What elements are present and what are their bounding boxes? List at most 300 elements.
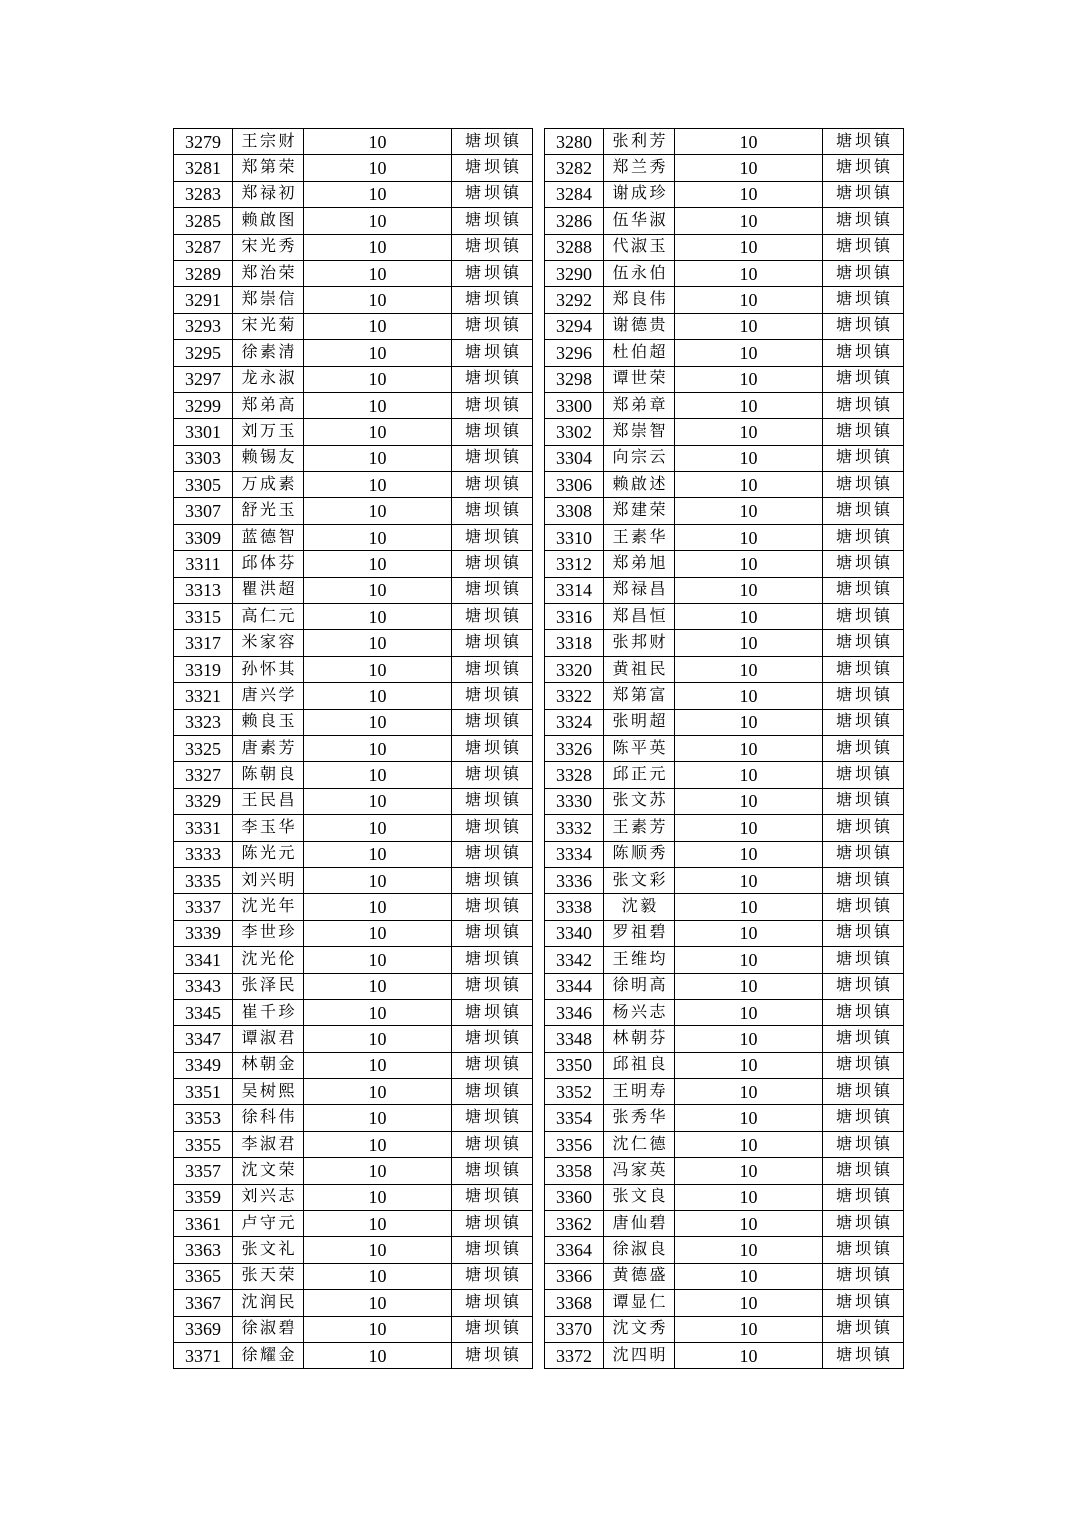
value-cell: 10 [675,1131,823,1157]
table-row [174,392,533,418]
town-cell: 塘坝镇 [452,1211,533,1237]
town-cell: 塘坝镇 [452,1237,533,1263]
town-cell: 塘坝镇 [452,181,533,207]
table-row [545,604,904,630]
table-row [545,656,904,682]
name-cell: 赖啟述 [604,472,675,498]
value-cell: 10 [675,472,823,498]
table-row [545,181,904,207]
name-cell: 刘万玉 [233,419,304,445]
row-id-cell: 3298 [545,366,604,392]
name-cell: 徐明高 [604,973,675,999]
name-cell: 郑崇信 [233,287,304,313]
value-cell: 10 [304,1105,452,1131]
name-cell: 陈平英 [604,735,675,761]
value-cell: 10 [304,973,452,999]
table-row [545,1290,904,1316]
row-id-cell: 3349 [174,1052,233,1078]
table-row [174,604,533,630]
value-cell: 10 [675,656,823,682]
town-cell: 塘坝镇 [823,1290,904,1316]
name-cell: 罗祖碧 [604,920,675,946]
value-cell: 10 [675,762,823,788]
table-row [545,947,904,973]
value-cell: 10 [304,1184,452,1210]
town-cell: 塘坝镇 [452,1026,533,1052]
row-id-cell: 3346 [545,999,604,1025]
row-id-cell: 3338 [545,894,604,920]
row-id-cell: 3304 [545,445,604,471]
table-row [174,1052,533,1078]
value-cell: 10 [304,815,452,841]
row-id-cell: 3300 [545,392,604,418]
table-row [174,1342,533,1368]
town-cell: 塘坝镇 [452,947,533,973]
value-cell: 10 [675,577,823,603]
name-cell: 李玉华 [233,815,304,841]
row-id-cell: 3284 [545,181,604,207]
value-cell: 10 [304,867,452,893]
row-id-cell: 3339 [174,920,233,946]
town-cell: 塘坝镇 [452,1342,533,1368]
name-cell: 徐素清 [233,340,304,366]
name-cell: 徐科伟 [233,1105,304,1131]
name-cell: 舒光玉 [233,498,304,524]
town-cell: 塘坝镇 [452,366,533,392]
value-cell: 10 [304,551,452,577]
name-cell: 伍华淑 [604,208,675,234]
table-row [545,1316,904,1342]
row-id-cell: 3332 [545,815,604,841]
town-cell: 塘坝镇 [823,234,904,260]
value-cell: 10 [304,472,452,498]
table-row [174,1316,533,1342]
row-id-cell: 3369 [174,1316,233,1342]
name-cell: 张利芳 [604,129,675,155]
name-cell: 刘兴志 [233,1184,304,1210]
name-cell: 郑弟高 [233,392,304,418]
roster-tables [173,128,904,1369]
table-row [174,155,533,181]
name-cell: 王素华 [604,524,675,550]
name-cell: 谭世荣 [604,366,675,392]
table-row [174,1079,533,1105]
name-cell: 张文彩 [604,867,675,893]
table-row [174,1105,533,1131]
value-cell: 10 [304,604,452,630]
row-id-cell: 3322 [545,683,604,709]
table-row [545,788,904,814]
value-cell: 10 [304,313,452,339]
value-cell: 10 [675,287,823,313]
row-id-cell: 3351 [174,1079,233,1105]
town-cell: 塘坝镇 [452,498,533,524]
table-row [174,445,533,471]
name-cell: 王宗财 [233,129,304,155]
town-cell: 塘坝镇 [823,208,904,234]
table-row [545,841,904,867]
table-row [174,129,533,155]
row-id-cell: 3296 [545,340,604,366]
table-row [174,630,533,656]
name-cell: 郑兰秀 [604,155,675,181]
name-cell: 陈光元 [233,841,304,867]
table-row [545,1131,904,1157]
value-cell: 10 [675,1342,823,1368]
value-cell: 10 [675,1237,823,1263]
value-cell: 10 [675,181,823,207]
name-cell: 崔千珍 [233,999,304,1025]
name-cell: 米家容 [233,630,304,656]
table-row [545,155,904,181]
table-row [174,498,533,524]
row-id-cell: 3280 [545,129,604,155]
name-cell: 张文礼 [233,1237,304,1263]
table-row [174,260,533,286]
value-cell: 10 [304,287,452,313]
name-cell: 邱体芬 [233,551,304,577]
table-row [174,366,533,392]
name-cell: 郑第荣 [233,155,304,181]
row-id-cell: 3335 [174,867,233,893]
value-cell: 10 [304,1211,452,1237]
value-cell: 10 [675,551,823,577]
name-cell: 沈四明 [604,1342,675,1368]
table-row [545,920,904,946]
value-cell: 10 [304,1131,452,1157]
roster-table-left [173,128,533,1369]
name-cell: 李淑君 [233,1131,304,1157]
table-row [545,577,904,603]
town-cell: 塘坝镇 [823,313,904,339]
town-cell: 塘坝镇 [823,999,904,1025]
row-id-cell: 3354 [545,1105,604,1131]
town-cell: 塘坝镇 [823,340,904,366]
town-cell: 塘坝镇 [452,656,533,682]
town-cell: 塘坝镇 [823,260,904,286]
row-id-cell: 3321 [174,683,233,709]
row-id-cell: 3372 [545,1342,604,1368]
name-cell: 沈润民 [233,1290,304,1316]
table-row [545,498,904,524]
row-id-cell: 3366 [545,1263,604,1289]
name-cell: 张泽民 [233,973,304,999]
value-cell: 10 [304,1263,452,1289]
table-row [545,366,904,392]
name-cell: 王维均 [604,947,675,973]
value-cell: 10 [304,445,452,471]
value-cell: 10 [675,1184,823,1210]
name-cell: 王素芳 [604,815,675,841]
town-cell: 塘坝镇 [823,1158,904,1184]
value-cell: 10 [675,735,823,761]
name-cell: 孙怀其 [233,656,304,682]
town-cell: 塘坝镇 [452,630,533,656]
town-cell: 塘坝镇 [452,287,533,313]
town-cell: 塘坝镇 [452,973,533,999]
name-cell: 杨兴志 [604,999,675,1025]
town-cell: 塘坝镇 [452,604,533,630]
row-id-cell: 3329 [174,788,233,814]
table-row [174,894,533,920]
value-cell: 10 [675,815,823,841]
row-id-cell: 3358 [545,1158,604,1184]
name-cell: 郑良伟 [604,287,675,313]
value-cell: 10 [675,1105,823,1131]
town-cell: 塘坝镇 [823,577,904,603]
name-cell: 沈文荣 [233,1158,304,1184]
town-cell: 塘坝镇 [452,841,533,867]
value-cell: 10 [675,867,823,893]
name-cell: 刘兴明 [233,867,304,893]
row-id-cell: 3291 [174,287,233,313]
town-cell: 塘坝镇 [452,1052,533,1078]
value-cell: 10 [304,947,452,973]
value-cell: 10 [304,894,452,920]
table-row [545,208,904,234]
name-cell: 张明超 [604,709,675,735]
value-cell: 10 [675,1263,823,1289]
town-cell: 塘坝镇 [452,419,533,445]
row-id-cell: 3326 [545,735,604,761]
row-id-cell: 3279 [174,129,233,155]
value-cell: 10 [304,709,452,735]
name-cell: 谢德贵 [604,313,675,339]
value-cell: 10 [304,260,452,286]
value-cell: 10 [304,234,452,260]
town-cell: 塘坝镇 [823,1131,904,1157]
table-row [545,894,904,920]
row-id-cell: 3309 [174,524,233,550]
row-id-cell: 3347 [174,1026,233,1052]
value-cell: 10 [675,419,823,445]
town-cell: 塘坝镇 [823,287,904,313]
town-cell: 塘坝镇 [452,392,533,418]
value-cell: 10 [304,999,452,1025]
row-id-cell: 3327 [174,762,233,788]
name-cell: 唐兴学 [233,683,304,709]
row-id-cell: 3316 [545,604,604,630]
town-cell: 塘坝镇 [823,1184,904,1210]
name-cell: 伍永伯 [604,260,675,286]
value-cell: 10 [675,129,823,155]
row-id-cell: 3308 [545,498,604,524]
row-id-cell: 3324 [545,709,604,735]
name-cell: 郑弟旭 [604,551,675,577]
value-cell: 10 [304,524,452,550]
town-cell: 塘坝镇 [823,762,904,788]
table-row [174,313,533,339]
value-cell: 10 [304,788,452,814]
name-cell: 陈顺秀 [604,841,675,867]
value-cell: 10 [675,1211,823,1237]
row-id-cell: 3297 [174,366,233,392]
value-cell: 10 [304,841,452,867]
value-cell: 10 [675,788,823,814]
town-cell: 塘坝镇 [823,1105,904,1131]
value-cell: 10 [675,999,823,1025]
row-id-cell: 3325 [174,735,233,761]
row-id-cell: 3363 [174,1237,233,1263]
row-id-cell: 3292 [545,287,604,313]
table-row [545,313,904,339]
table-row [545,1184,904,1210]
town-cell: 塘坝镇 [452,1290,533,1316]
town-cell: 塘坝镇 [452,340,533,366]
town-cell: 塘坝镇 [452,1079,533,1105]
value-cell: 10 [675,604,823,630]
town-cell: 塘坝镇 [823,445,904,471]
name-cell: 高仁元 [233,604,304,630]
name-cell: 张文良 [604,1184,675,1210]
row-id-cell: 3288 [545,234,604,260]
name-cell: 唐素芳 [233,735,304,761]
value-cell: 10 [675,973,823,999]
value-cell: 10 [304,1026,452,1052]
value-cell: 10 [675,683,823,709]
town-cell: 塘坝镇 [823,472,904,498]
table-row [174,1211,533,1237]
row-id-cell: 3303 [174,445,233,471]
row-id-cell: 3289 [174,260,233,286]
table-row [545,1052,904,1078]
row-id-cell: 3283 [174,181,233,207]
name-cell: 瞿洪超 [233,577,304,603]
table-row [174,920,533,946]
name-cell: 万成素 [233,472,304,498]
row-id-cell: 3317 [174,630,233,656]
name-cell: 林朝金 [233,1052,304,1078]
table-row [545,472,904,498]
table-row [174,973,533,999]
value-cell: 10 [675,709,823,735]
town-cell: 塘坝镇 [823,498,904,524]
name-cell: 李世珍 [233,920,304,946]
table-row [174,947,533,973]
row-id-cell: 3287 [174,234,233,260]
row-id-cell: 3362 [545,1211,604,1237]
name-cell: 唐仙碧 [604,1211,675,1237]
table-row [174,683,533,709]
value-cell: 10 [675,841,823,867]
name-cell: 冯家英 [604,1158,675,1184]
town-cell: 塘坝镇 [823,524,904,550]
table-row [174,1290,533,1316]
table-row [174,762,533,788]
row-id-cell: 3301 [174,419,233,445]
value-cell: 10 [304,1079,452,1105]
town-cell: 塘坝镇 [823,709,904,735]
value-cell: 10 [304,1342,452,1368]
row-id-cell: 3285 [174,208,233,234]
row-id-cell: 3311 [174,551,233,577]
row-id-cell: 3364 [545,1237,604,1263]
town-cell: 塘坝镇 [823,1026,904,1052]
row-id-cell: 3342 [545,947,604,973]
value-cell: 10 [304,1158,452,1184]
table-row [545,392,904,418]
name-cell: 郑建荣 [604,498,675,524]
value-cell: 10 [304,656,452,682]
table-row [545,1105,904,1131]
value-cell: 10 [304,340,452,366]
name-cell: 龙永淑 [233,366,304,392]
row-id-cell: 3367 [174,1290,233,1316]
value-cell: 10 [304,208,452,234]
name-cell: 吴树熙 [233,1079,304,1105]
row-id-cell: 3350 [545,1052,604,1078]
row-id-cell: 3320 [545,656,604,682]
value-cell: 10 [304,1316,452,1342]
table-row [545,551,904,577]
name-cell: 郑昌恒 [604,604,675,630]
value-cell: 10 [304,1237,452,1263]
row-id-cell: 3290 [545,260,604,286]
row-id-cell: 3371 [174,1342,233,1368]
row-id-cell: 3357 [174,1158,233,1184]
value-cell: 10 [304,181,452,207]
name-cell: 杜伯超 [604,340,675,366]
name-cell: 代淑玉 [604,234,675,260]
table-row [545,129,904,155]
value-cell: 10 [675,313,823,339]
value-cell: 10 [304,920,452,946]
row-id-cell: 3352 [545,1079,604,1105]
town-cell: 塘坝镇 [452,735,533,761]
value-cell: 10 [304,392,452,418]
table-row [174,1184,533,1210]
town-cell: 塘坝镇 [452,709,533,735]
town-cell: 塘坝镇 [823,181,904,207]
name-cell: 张天荣 [233,1263,304,1289]
value-cell: 10 [304,129,452,155]
table-row [174,181,533,207]
value-cell: 10 [675,208,823,234]
row-id-cell: 3370 [545,1316,604,1342]
roster-table-left-body [174,129,533,1369]
town-cell: 塘坝镇 [823,1316,904,1342]
value-cell: 10 [675,947,823,973]
table-row [174,472,533,498]
table-row [545,1079,904,1105]
value-cell: 10 [675,894,823,920]
value-cell: 10 [304,498,452,524]
table-row [545,1158,904,1184]
name-cell: 邱正元 [604,762,675,788]
table-row [174,867,533,893]
town-cell: 塘坝镇 [823,1079,904,1105]
town-cell: 塘坝镇 [452,894,533,920]
table-row [174,815,533,841]
row-id-cell: 3359 [174,1184,233,1210]
table-row [174,419,533,445]
town-cell: 塘坝镇 [452,234,533,260]
town-cell: 塘坝镇 [823,815,904,841]
town-cell: 塘坝镇 [823,1342,904,1368]
row-id-cell: 3353 [174,1105,233,1131]
row-id-cell: 3286 [545,208,604,234]
table-row [174,577,533,603]
town-cell: 塘坝镇 [823,867,904,893]
name-cell: 张秀华 [604,1105,675,1131]
name-cell: 宋光秀 [233,234,304,260]
table-row [545,1342,904,1368]
town-cell: 塘坝镇 [452,445,533,471]
value-cell: 10 [675,445,823,471]
table-row [545,234,904,260]
town-cell: 塘坝镇 [452,260,533,286]
value-cell: 10 [675,234,823,260]
